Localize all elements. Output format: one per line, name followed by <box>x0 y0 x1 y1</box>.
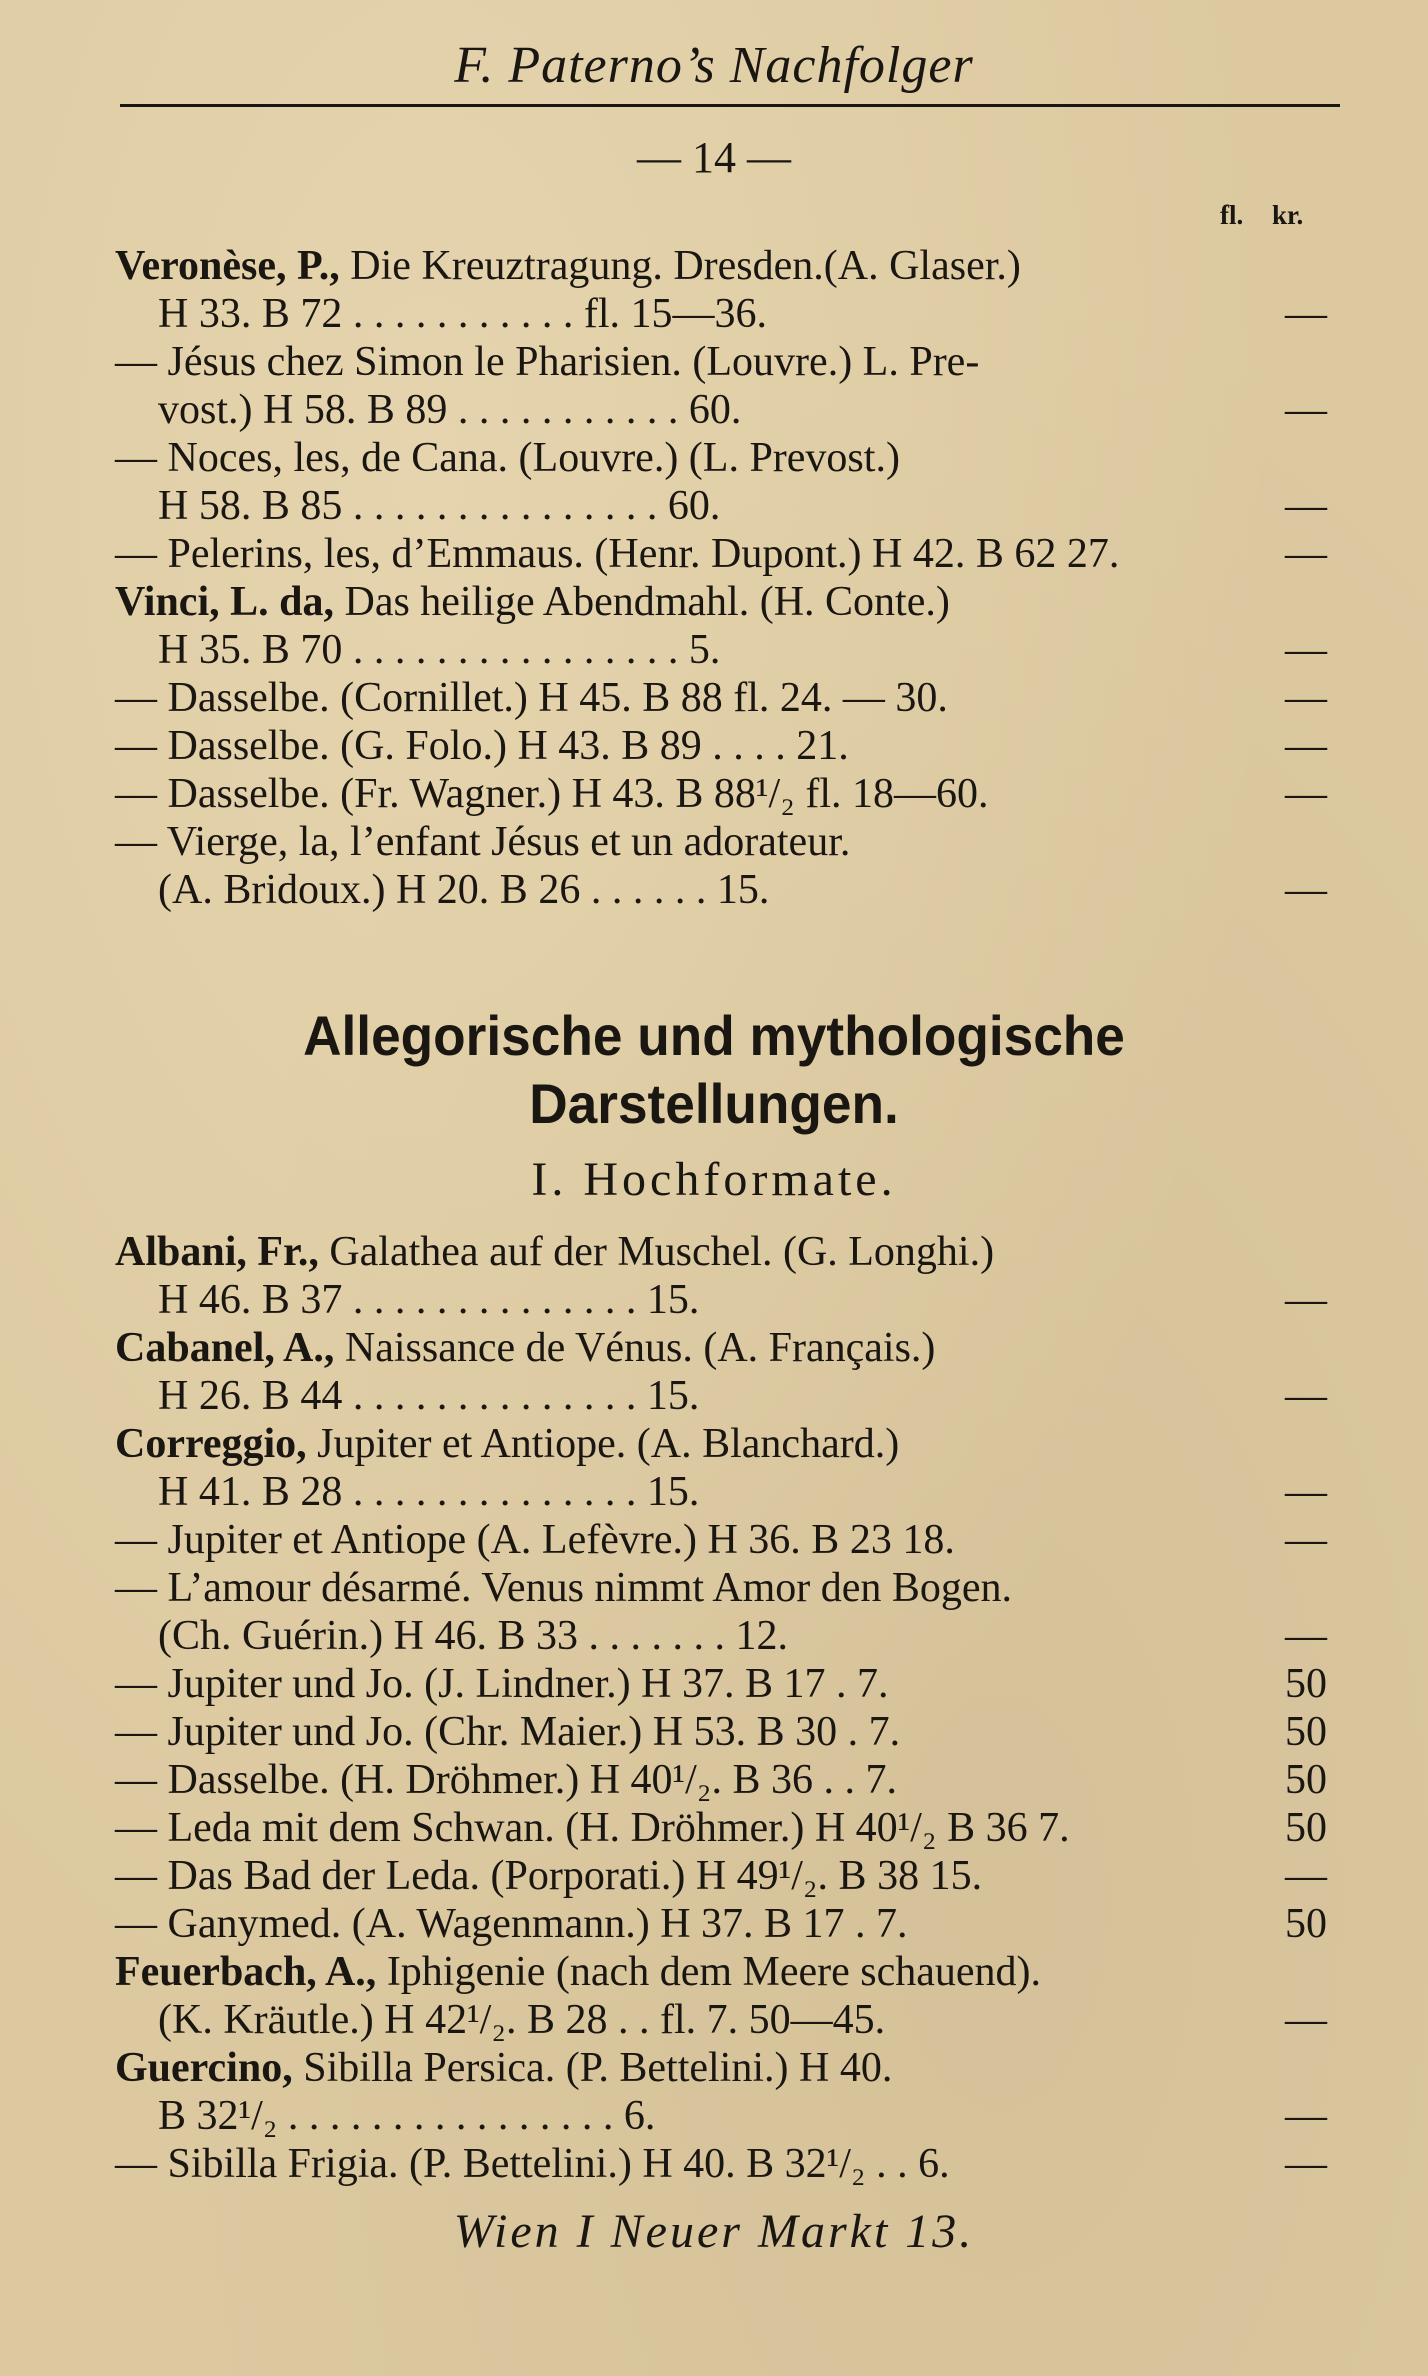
footer-address: Wien I Neuer Markt 13. <box>453 2205 975 2258</box>
catalog-line <box>115 1946 1195 1998</box>
kreuzer-value: — <box>1285 1853 1327 1899</box>
catalog-line-text <box>115 768 989 820</box>
entry-description: — Pelerins, les, d’Emmaus. (Henr. Dupont.) H 42. B 62 27. <box>115 531 1120 577</box>
catalog-line <box>115 768 1327 820</box>
entry-description: H 33. B 72 . . . . . . . . . . . fl. 15—36. <box>158 291 767 337</box>
entry-description: vost.) H 58. B 89 . . . . . . . . . . . 60. <box>158 387 742 433</box>
section-title-line1: Allegorische und mythologische <box>303 1004 1125 1067</box>
catalog-line-text <box>158 1370 699 1422</box>
kreuzer-value: — <box>1285 723 1327 769</box>
section-title-line2: Darstellungen. <box>529 1072 899 1135</box>
kreuzer-value: — <box>1285 627 1327 673</box>
section-subtitle: I. Hochformate. <box>531 1153 897 1206</box>
kreuzer-value: — <box>1285 387 1327 433</box>
entry-description: H 58. B 85 . . . . . . . . . . . . . . . 60. <box>158 483 721 529</box>
catalog-line <box>115 336 1195 388</box>
entry-description: Sibilla Persica. (P. Bettelini.) H 40. <box>303 2045 893 2091</box>
catalog-line <box>115 2138 1327 2190</box>
entry-description: — Dasselbe. (Cornillet.) H 45. B 88 fl. 24. — 30. <box>115 675 948 721</box>
catalog-line-text <box>115 816 850 868</box>
entry-description: — Vierge, la, l’enfant Jésus et un adorateur. <box>115 819 851 865</box>
catalog-line <box>158 2090 1327 2142</box>
catalog-line-text <box>158 1466 699 1518</box>
kreuzer-value: 50 <box>1285 1709 1327 1755</box>
catalog-line-text <box>158 1274 699 1326</box>
catalog-line <box>158 480 1327 532</box>
catalog-line-text <box>158 1994 885 2046</box>
kreuzer-value: — <box>1285 1373 1327 1419</box>
entry-description: Iphigenie (nach dem Meere schauend). <box>386 1949 1042 1995</box>
artist-name: Correggio, <box>115 1421 318 1467</box>
catalog-line-text <box>115 720 849 772</box>
entry-description: — Dasselbe. (Fr. Wagner.) H 43. B 88¹/₂ fl. 18—60. <box>115 771 989 817</box>
catalog-line <box>115 1850 1327 1902</box>
kreuzer-value: 50 <box>1285 1901 1327 1947</box>
catalog-line <box>115 2042 1195 2094</box>
kreuzer-value: — <box>1285 2093 1327 2139</box>
catalog-line-text <box>115 528 1119 580</box>
catalog-line <box>158 1610 1327 1662</box>
artist-name: Cabanel, A., <box>115 1325 345 1371</box>
entry-description: (A. Bridoux.) H 20. B 26 . . . . . . 15. <box>158 867 770 913</box>
catalog-line-text <box>115 1898 908 1950</box>
entry-description: H 26. B 44 . . . . . . . . . . . . . . 15. <box>158 1373 700 1419</box>
catalog-line-text <box>158 1610 788 1662</box>
kreuzer-value: — <box>1285 675 1327 721</box>
entry-description: — Das Bad der Leda. (Porporati.) H 49¹/₂. B 38 15. <box>115 1853 983 1899</box>
catalog-line <box>115 1514 1327 1566</box>
entry-description: — L’amour désarmé. Venus nimmt Amor den Bogen. <box>115 1565 1013 1611</box>
entry-description: — Jupiter und Jo. (Chr. Maier.) H 53. B 30 . 7. <box>115 1709 901 1755</box>
entry-description: — Ganymed. (A. Wagenmann.) H 37. B 17 . 7. <box>115 1901 908 1947</box>
kreuzer-value: — <box>1285 1517 1327 1563</box>
kreuzer-value: — <box>1285 483 1327 529</box>
kreuzer-value: — <box>1285 867 1327 913</box>
catalog-line-text <box>115 1562 1012 1614</box>
catalog-line-text <box>115 2042 892 2094</box>
entry-description: — Sibilla Frigia. (P. Bettelini.) H 40. B 32¹/₂ . . 6. <box>115 2141 950 2187</box>
catalog-line-text <box>115 1850 982 1902</box>
catalog-line-text <box>115 576 950 628</box>
entry-description: Die Kreuztragung. Dresden.(A. Glaser.) <box>350 243 1021 289</box>
catalog-line-text <box>115 1322 935 1374</box>
kreuzer-value: — <box>1285 1277 1327 1323</box>
catalog-line <box>158 1994 1327 2046</box>
catalog-line-text <box>115 2138 950 2190</box>
catalog-line-text <box>115 1514 955 1566</box>
catalog-line <box>115 816 1195 868</box>
header-rule <box>120 104 1340 107</box>
catalog-line-text <box>115 1418 899 1470</box>
entry-description: Das heilige Abendmahl. (H. Conte.) <box>344 579 950 625</box>
kreuzer-value: 50 <box>1285 1661 1327 1707</box>
catalog-line <box>115 1562 1195 1614</box>
kreuzer-value: — <box>1285 771 1327 817</box>
catalog-line <box>115 1706 1327 1758</box>
catalog-line-text <box>158 864 769 916</box>
catalog-line <box>115 432 1195 484</box>
catalog-line-text <box>158 288 767 340</box>
catalog-line <box>158 864 1327 916</box>
kreuzer-value: — <box>1285 2141 1327 2187</box>
entry-description: (K. Kräutle.) H 42¹/₂. B 28 . . fl. 7. 50—45. <box>158 1997 886 2043</box>
page-number: — 14 — <box>637 133 791 182</box>
catalog-line-text <box>115 240 1021 292</box>
catalog-line-text <box>158 624 720 676</box>
catalog-line-text <box>158 384 741 436</box>
entry-description: — Jupiter und Jo. (J. Lindner.) H 37. B 17 . 7. <box>115 1661 889 1707</box>
artist-name: Albani, Fr., <box>115 1229 330 1275</box>
catalog-line <box>115 1754 1327 1806</box>
kreuzer-value: — <box>1285 531 1327 577</box>
catalog-line <box>115 240 1195 292</box>
artist-name: Guercino, <box>115 2045 304 2091</box>
catalog-line-text <box>115 432 900 484</box>
catalog-line-text <box>115 336 979 388</box>
catalog-line <box>158 288 1327 340</box>
entry-description: — Jésus chez Simon le Pharisien. (Louvre.) L. Pre- <box>115 339 980 385</box>
entry-description: — Noces, les, de Cana. (Louvre.) (L. Prevost.) <box>115 435 900 481</box>
catalog-line-text <box>115 1754 897 1806</box>
catalog-line-text <box>158 480 720 532</box>
catalog-line-text <box>115 1658 888 1710</box>
entry-description: — Dasselbe. (G. Folo.) H 43. B 89 . . . . 21. <box>115 723 849 769</box>
kreuzer-value: 50 <box>1285 1805 1327 1851</box>
kreuzer-value: 50 <box>1285 1757 1327 1803</box>
kreuzer-value: — <box>1285 1613 1327 1659</box>
catalog-line-text <box>115 1226 994 1278</box>
catalog-line <box>115 1802 1327 1854</box>
kreuzer-value: — <box>1285 1469 1327 1515</box>
entry-description: H 35. B 70 . . . . . . . . . . . . . . . . 5. <box>158 627 721 673</box>
currency-column-header: fl. kr. <box>1220 200 1304 230</box>
entry-description: H 46. B 37 . . . . . . . . . . . . . . 15. <box>158 1277 700 1323</box>
entry-description: H 41. B 28 . . . . . . . . . . . . . . 15. <box>158 1469 700 1515</box>
catalog-line-text <box>115 1706 900 1758</box>
catalog-line <box>158 1370 1327 1422</box>
header-title: F. Paterno’s Nachfolger <box>454 37 974 94</box>
artist-name: Feuerbach, A., <box>115 1949 387 1995</box>
catalog-line <box>158 1274 1327 1326</box>
entry-description: Jupiter et Antiope. (A. Blanchard.) <box>317 1421 900 1467</box>
kreuzer-value: — <box>1285 291 1327 337</box>
catalog-line <box>115 1418 1195 1470</box>
entry-description: (Ch. Guérin.) H 46. B 33 . . . . . . . 12. <box>158 1613 788 1659</box>
entry-description: B 32¹/₂ . . . . . . . . . . . . . . . . 6. <box>158 2093 656 2139</box>
entry-description: — Jupiter et Antiope (A. Lefèvre.) H 36. B 23 18. <box>115 1517 955 1563</box>
entry-description: — Leda mit dem Schwan. (H. Dröhmer.) H 40¹/₂ B 36 7. <box>115 1805 1070 1851</box>
catalog-line-text <box>115 1946 1041 1998</box>
catalog-line <box>115 1898 1327 1950</box>
artist-name: Vinci, L. da, <box>115 579 345 625</box>
catalog-line <box>158 384 1327 436</box>
catalog-line <box>158 1466 1327 1518</box>
catalog-line-text <box>158 2090 655 2142</box>
catalog-line <box>115 1226 1195 1278</box>
catalog-line-text <box>115 1802 1070 1854</box>
catalog-line <box>115 672 1327 724</box>
catalog-line <box>158 624 1327 676</box>
catalog-line <box>115 528 1327 580</box>
artist-name: Veronèse, P., <box>115 243 351 289</box>
entry-description: — Dasselbe. (H. Dröhmer.) H 40¹/₂. B 36 . . 7. <box>115 1757 897 1803</box>
catalog-line <box>115 576 1195 628</box>
entry-description: Galathea auf der Muschel. (G. Longhi.) <box>329 1229 995 1275</box>
catalog-line-text <box>115 672 948 724</box>
entry-description: Naissance de Vénus. (A. Français.) <box>344 1325 936 1371</box>
catalog-line <box>115 1658 1327 1710</box>
kreuzer-value: — <box>1285 1997 1327 2043</box>
catalog-line <box>115 720 1327 772</box>
catalog-line <box>115 1322 1195 1374</box>
